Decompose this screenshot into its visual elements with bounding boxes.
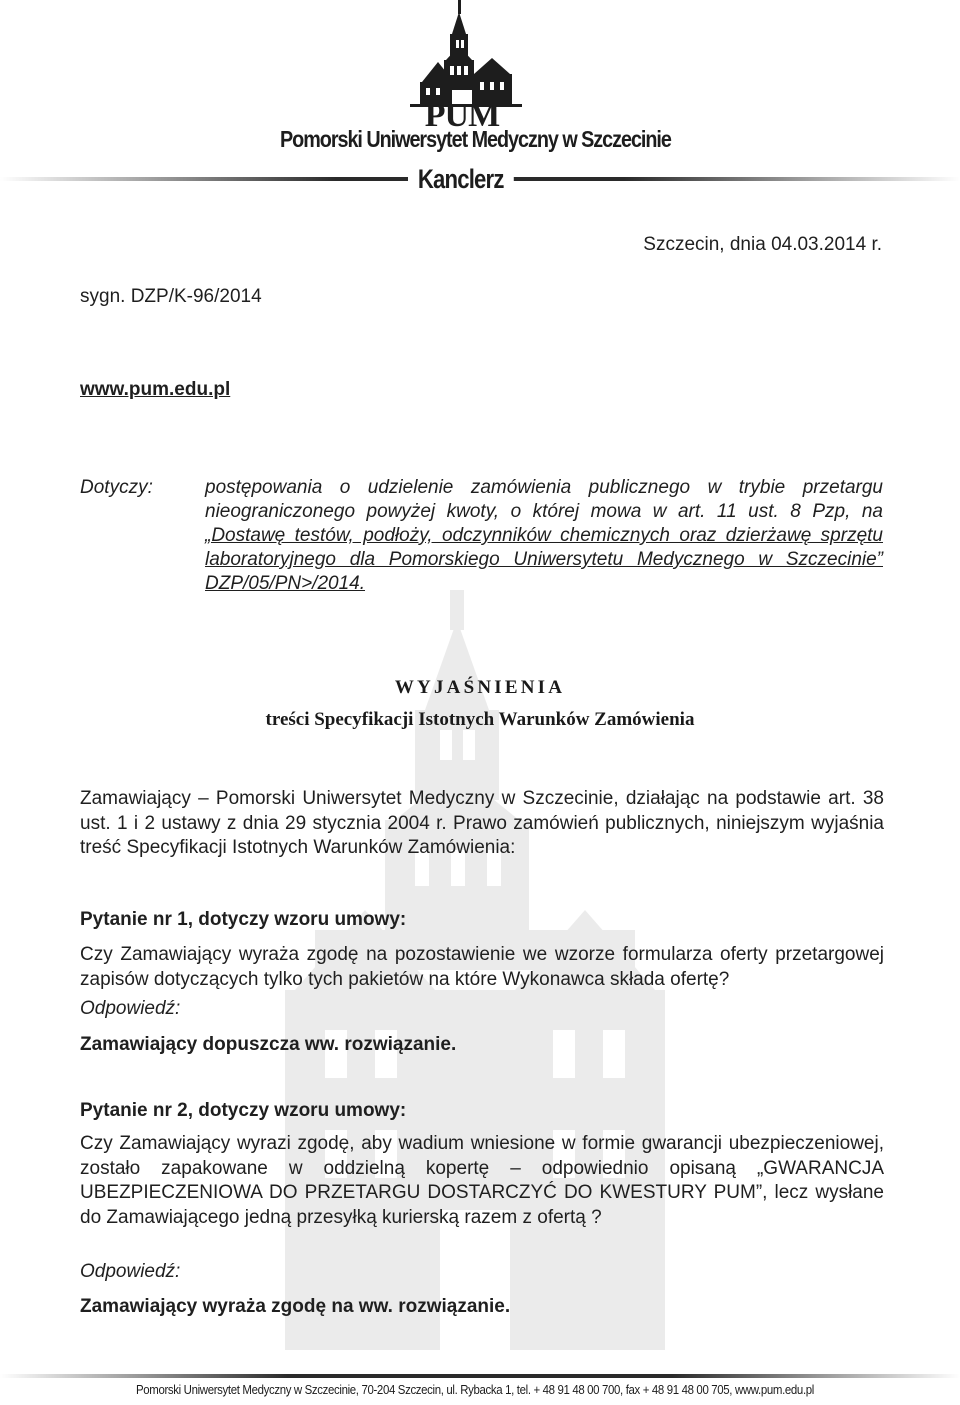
question-1-body: Czy Zamawiający wyraża zgodę na pozostawienie we wzorze formularza oferty przetargowej zapisów dotyczących tylko tych pakietów na które Wykonawca składa ofertę?: [80, 944, 884, 990]
answer-1-label: Odpowiedź:: [80, 998, 181, 1019]
answer-2-text: Zamawiający wyraża zgodę na ww. rozwiązanie.: [80, 1296, 511, 1317]
logo-text: PUM: [424, 97, 500, 128]
office-title: Kanclerz: [408, 164, 513, 195]
subject-text-title: „Dostawę testów, podłoży, odczynników chemicznych oraz dzierżawę sprzętu laboratoryjnego dla Pomorskiego Uniwersytetu Medycznego w Szczecinie” DZP/05/PN>/2014.: [205, 525, 883, 594]
answer-2-label: Odpowiedź:: [80, 1261, 181, 1282]
question-2-body: Czy Zamawiający wyrazi zgodę, aby wadium wniesione w formie gwarancji ubezpieczeniowej, zostało zapakowane w oddzielną kopertę – odpowiednio opisaną „GWARANCJA UBEZPIECZENIOWA DO PRZETARGU DOSTARCZYĆ DO KWESTURY PUM”, lecz wysłane do Zamawiającego jedną przesyłką kurierską razem z ofertą ?: [80, 1133, 884, 1228]
document-subtitle: treści Specyfikacji Istotnych Warunków Zamówienia: [265, 709, 695, 730]
answer-1-text: Zamawiający dopuszcza ww. rozwiązanie.: [80, 1034, 457, 1055]
subject-text: [205, 476, 883, 596]
castle-logo-icon: [400, 0, 530, 128]
reference-number: sygn. DZP/K-96/2014: [80, 286, 262, 307]
subject-text-intro: postępowania o udzielenie zamówienia publicznego w trybie przetargu nieograniczonego powyżej kwoty, o której mowa w art. 11 ust. 8 Pzp, na: [205, 477, 883, 522]
intro-paragraph: Zamawiający – Pomorski Uniwersytet Medyczny w Szczecinie, działając na podstawie art. 38 ust. 1 i 2 ustawy z dnia 29 stycznia 2004 r. Prawo zamówień publicznych, niniejszym wyjaśnia treść Specyfikacji Istotnych Warunków Zamówienia:: [80, 788, 884, 858]
question-2-heading: Pytanie nr 2, dotyczy wzoru umowy:: [80, 1100, 407, 1121]
question-1-heading: Pytanie nr 1, dotyczy wzoru umowy:: [80, 909, 407, 930]
document-title: WYJAŚNIENIA: [394, 677, 566, 698]
website-link[interactable]: www.pum.edu.pl: [80, 379, 231, 400]
footer-divider: [0, 1366, 960, 1372]
subject-label: Dotyczy:: [80, 477, 153, 498]
footer-contact: Pomorski Uniwersytet Medyczny w Szczecinie, 70-204 Szczecin, ul. Rybacka 1, tel. + 48 91 48 00 700, fax + 48 91 48 00 705, www.pum.edu.pl: [136, 1382, 814, 1397]
university-name: Pomorski Uniwersytet Medyczny w Szczecinie: [280, 126, 671, 152]
document-date: Szczecin, dnia 04.03.2014 r.: [643, 234, 882, 255]
